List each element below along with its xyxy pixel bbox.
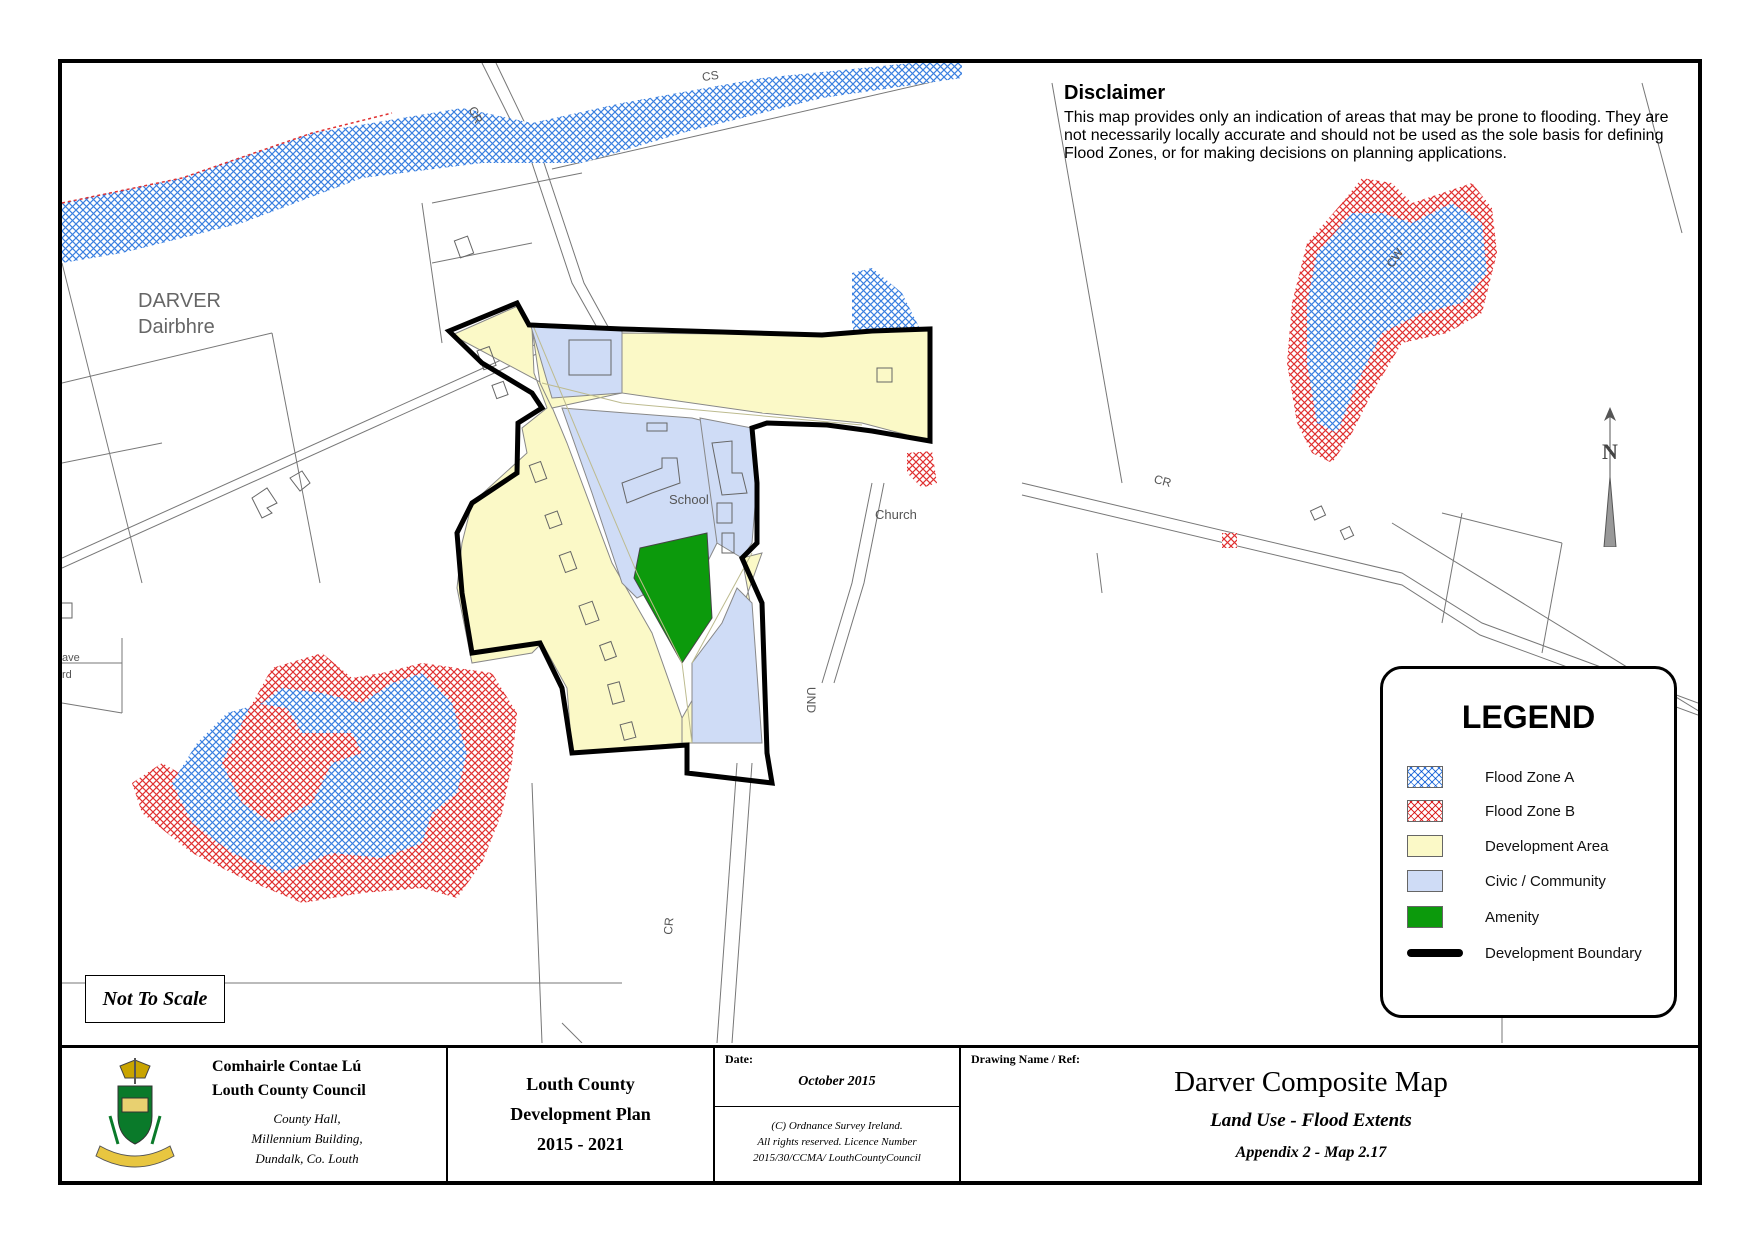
drawing-reference: Appendix 2 - Map 2.17 — [1235, 1144, 1387, 1161]
legend-swatch-civic-community — [1407, 870, 1443, 892]
legend-item-flood-zone-b — [1407, 799, 1575, 823]
legend-item-development-area — [1407, 834, 1608, 858]
title-block-council — [62, 1048, 448, 1185]
title-block-date — [715, 1048, 961, 1185]
road-label-cr-east: CR — [1152, 471, 1173, 491]
legend-swatch-amenity — [1407, 906, 1443, 928]
date-label: Date: — [725, 1052, 753, 1066]
drawing-title: Darver Composite Map — [1174, 1066, 1448, 1098]
north-label: N — [1602, 439, 1618, 464]
date-value: October 2015 — [798, 1074, 876, 1089]
plan-line-1: Louth County — [526, 1074, 635, 1094]
copyright-line-2: All rights reserved. Licence Number — [757, 1136, 917, 1148]
legend-item-amenity — [1407, 905, 1539, 929]
road-label-cr-south: CR — [660, 916, 677, 936]
edge-fragment-rd: rd — [62, 669, 72, 681]
plan-line-3: 2015 - 2021 — [537, 1134, 624, 1154]
council-address-line-2: Millennium Building, — [251, 1131, 363, 1146]
title-block-plan — [448, 1048, 715, 1185]
legend-label-development-boundary: Development Boundary — [1485, 944, 1642, 962]
title-block-drawing — [961, 1048, 1698, 1185]
legend-swatch-development-boundary — [1407, 949, 1463, 957]
legend-title: LEGEND — [1461, 699, 1596, 735]
road-label-cr-north: CR — [465, 104, 486, 126]
place-name-ga: Dairbhre — [138, 316, 215, 338]
disclaimer-title: Disclaimer — [1064, 82, 1166, 104]
school-label: School — [669, 492, 709, 507]
legend-panel — [1380, 666, 1677, 1018]
not-to-scale-box: Not To Scale — [85, 975, 225, 1023]
flood-zone-a-channel — [62, 63, 962, 263]
road-label-cw: CW — [1383, 245, 1407, 271]
north-arrow — [1598, 407, 1622, 547]
church-label: Church — [875, 507, 917, 522]
council-address-line-1: County Hall, — [273, 1111, 341, 1126]
edge-fragment-ave: ave — [62, 652, 80, 664]
flood-zone-b-dot — [1222, 533, 1237, 548]
disclaimer-block — [1064, 82, 1684, 163]
legend-label-flood-zone-b: Flood Zone B — [1485, 802, 1576, 820]
copyright-line-1: (C) Ordnance Survey Ireland. — [771, 1120, 903, 1132]
legend-label-development-area: Development Area — [1485, 837, 1609, 855]
place-name-en: DARVER — [138, 290, 221, 312]
drawing-ref-label: Drawing Name / Ref: — [971, 1052, 1080, 1066]
legend-label-amenity: Amenity — [1485, 908, 1540, 926]
council-address-line-3: Dundalk, Co. Louth — [255, 1151, 359, 1166]
council-name-irish: Comhairle Contae Lú — [212, 1058, 362, 1075]
disclaimer-text: This map provides only an indication of areas that may be prone to flooding. They are not necessarily locally accurate and should not be used as the sole basis for defining Flood Zones, or for making decisions on planning applications. — [1064, 109, 1669, 162]
legend-item-civic-community — [1407, 869, 1606, 893]
flood-zone-b-east-patch — [907, 451, 937, 488]
legend-item-development-boundary — [1407, 941, 1642, 965]
map-sheet — [58, 59, 1702, 1185]
legend-swatch-flood-zone-b — [1407, 800, 1443, 822]
north-arrow-icon — [1598, 407, 1622, 547]
council-crest-icon — [90, 1056, 180, 1176]
legend-swatch-development-area — [1407, 835, 1443, 857]
legend-label-civic-community: Civic / Community — [1485, 872, 1606, 890]
drawing-subtitle: Land Use - Flood Extents — [1210, 1110, 1412, 1131]
road-label-und: UND — [804, 687, 818, 713]
council-name-english: Louth County Council — [212, 1082, 366, 1099]
copyright-line-3: 2015/30/CCMA/ LouthCountyCouncil — [753, 1152, 921, 1164]
plan-line-2: Development Plan — [510, 1104, 651, 1124]
legend-swatch-flood-zone-a — [1407, 766, 1443, 788]
title-block — [62, 1045, 1698, 1185]
legend-item-flood-zone-a — [1407, 765, 1574, 789]
road-label-cs: CS — [701, 67, 720, 85]
legend-label-flood-zone-a: Flood Zone A — [1485, 768, 1575, 786]
